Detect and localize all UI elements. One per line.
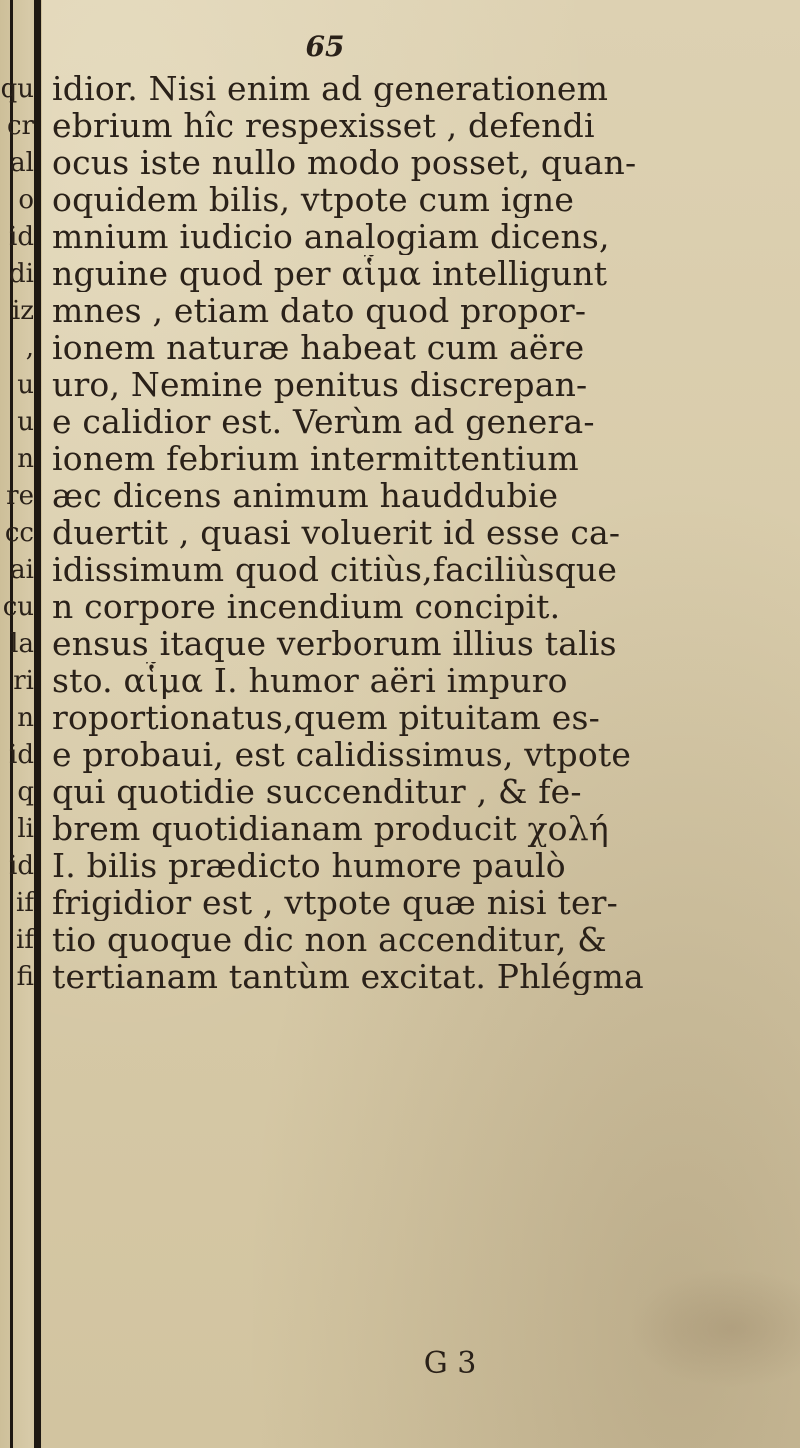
text-line: mnes , etiam dato quod propor-	[52, 292, 587, 329]
facing-page-fragment: id	[9, 740, 34, 770]
facing-page-fragment: id	[9, 851, 34, 881]
facing-page-fragment: cc	[4, 518, 34, 548]
facing-page-fragment: u	[17, 407, 34, 437]
text-line: roportionatus,quem pituitam es-	[52, 699, 600, 736]
body-text	[52, 70, 777, 995]
text-line: ebrium hîc respexisset , defendi	[52, 107, 595, 144]
text-line: n corpore incendium concipit.	[52, 588, 561, 625]
facing-page-fragment: re	[6, 481, 34, 511]
text-line: mnium iudicio analogiam dicens,	[52, 218, 610, 255]
gutter-shadow-line	[34, 0, 41, 1448]
facing-page-fragment: cu	[2, 592, 34, 622]
facing-page-fragment: la	[10, 629, 34, 659]
facing-page-fragment: qu	[0, 74, 34, 104]
facing-page-fragment: if	[16, 925, 34, 955]
text-line: e probaui, est calidissimus, vtpote	[52, 736, 632, 773]
facing-page-fragment: n	[17, 703, 34, 733]
facing-page-fragment: u	[17, 370, 34, 400]
text-line: brem quotidianam producit χολή	[52, 810, 609, 847]
text-line: frigidior est , vtpote quæ nisi ter-	[52, 884, 618, 921]
text-line: idior. Nisi enim ad generationem	[52, 70, 609, 107]
facing-page-fragment: ri	[13, 666, 34, 696]
text-line: uro, Nemine penitus discrepan-	[52, 366, 588, 403]
facing-page-fragment: ai	[10, 555, 34, 585]
text-line: I. bilis prædicto humore paulò	[52, 847, 566, 884]
facing-page-fragment: iz	[11, 296, 34, 326]
facing-page-fragment: id	[9, 222, 34, 252]
text-line: æc dicens animum hauddubie	[52, 477, 559, 514]
text-line: idissimum quod citiùs,faciliùsque	[52, 551, 618, 588]
facing-page-fragment: n	[17, 444, 34, 474]
text-line: duertit , quasi voluerit id esse ca-	[52, 514, 621, 551]
text-line: ocus iste nullo modo posset, quan-	[52, 144, 637, 181]
facing-page-fragment: ,	[25, 333, 34, 363]
text-line: ensus itaque verborum illius talis	[52, 625, 617, 662]
signature-mark: G 3	[423, 1346, 477, 1381]
text-line: oquidem bilis, vtpote cum igne	[52, 181, 575, 218]
facing-page-fragment: li	[17, 814, 34, 844]
facing-page-fragment: al	[10, 148, 34, 178]
facing-page-fragment: cr	[7, 111, 34, 141]
facing-page-fragment: fi	[16, 962, 34, 992]
text-line: tertianam tantùm excitat. Phlégma	[52, 958, 644, 995]
facing-page-fragment: o	[18, 185, 34, 215]
text-line: nguine quod per αἷμα intelligunt	[52, 255, 608, 292]
text-line: ionem naturæ habeat cum aëre	[52, 329, 585, 366]
facing-page-fragment: di	[9, 259, 34, 289]
text-line: e calidior est. Verùm ad genera-	[52, 403, 595, 440]
text-line: sto. αἷμα I. humor aëri impuro	[52, 662, 568, 699]
facing-page-margin	[0, 0, 42, 1448]
text-line: qui quotidie succenditur , & fe-	[52, 773, 582, 810]
page-number: 65	[305, 30, 345, 63]
facing-page-fragment: if	[16, 888, 34, 918]
text-line: tio quoque dic non accenditur, &	[52, 921, 607, 958]
facing-page-fragment: q	[17, 777, 34, 807]
text-line: ionem febrium intermittentium	[52, 440, 579, 477]
paper-stain	[630, 1268, 800, 1388]
